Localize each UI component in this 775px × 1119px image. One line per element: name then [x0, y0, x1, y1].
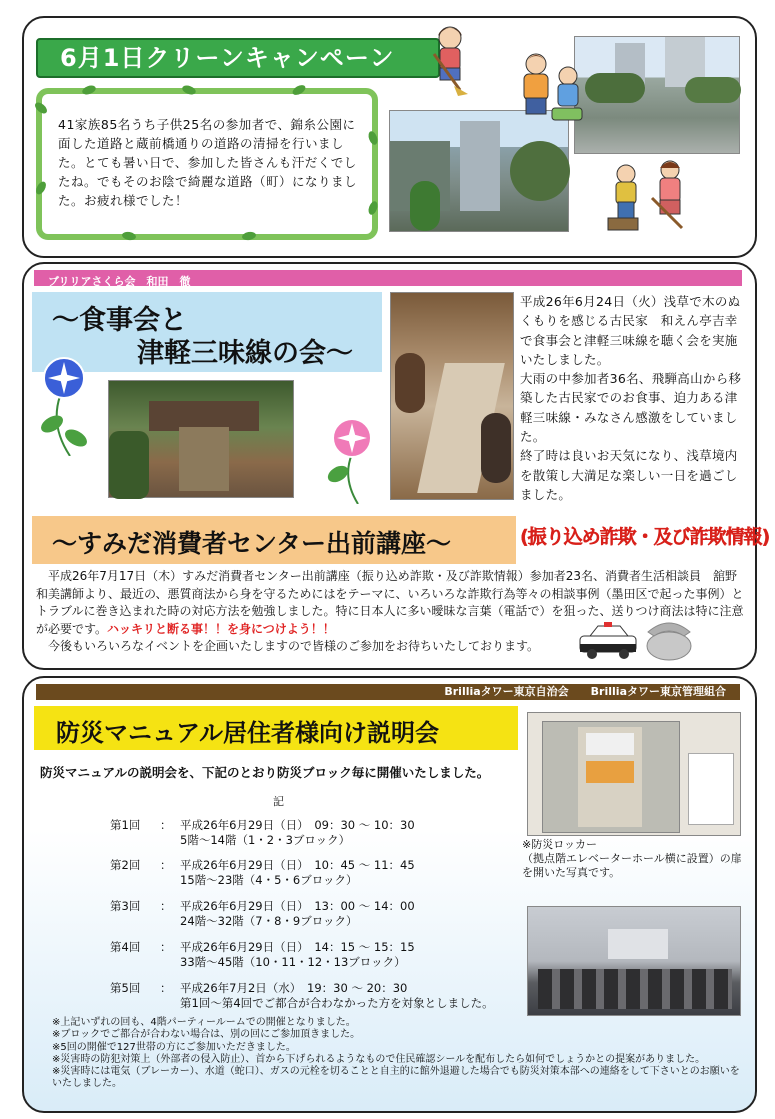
cleanup-street-photo: [389, 110, 569, 232]
ki-mark: 記: [273, 795, 284, 808]
restaurant-exterior-photo: [108, 380, 294, 498]
session-number: 第2回: [110, 858, 141, 872]
organization-bar: [36, 684, 740, 700]
session-floors: 24階～32階（7・8・9ブロック）: [180, 914, 358, 928]
session-1: [110, 818, 450, 850]
session-datetime: 平成26年7月2日（水） 19：30 ～ 20：30: [180, 981, 408, 995]
session-number: 第4回: [110, 940, 141, 954]
session-4: [110, 940, 450, 972]
bousai-notes: [52, 1017, 742, 1091]
locker-caption: ※防災ロッカー （拠点階エレベーターホール横に設置）の扉を開いた写真です。: [522, 838, 742, 879]
session-5: [110, 981, 510, 1013]
dinner-party-photo: [390, 292, 514, 500]
girl-sweeping-illustration: [424, 24, 474, 96]
sumida-emphasis: ハッキリと断る事！！を身につけよう！！: [107, 621, 335, 636]
sumida-closing: 今後もいろいろなイベントを企画いたしますので皆様のご参加をお待ちいたしております。: [48, 639, 540, 653]
session-datetime: 平成26年6月29日（日） 10：45 ～ 11：45: [180, 858, 415, 872]
session-2: [110, 858, 450, 890]
session-number: 第3回: [110, 899, 141, 913]
session-3: [110, 899, 450, 931]
session-floors: 33階～45階（10・11・12・13ブロック）: [180, 955, 406, 969]
session-floors: 5階～14階（1・2・3ブロック）: [180, 833, 351, 847]
session-datetime: 平成26年6月29日（日） 14：15 ～ 15：15: [180, 940, 415, 954]
sumida-body: 平成26年7月17日（木）すみだ消費者センター出前講座（振り込め詐欺・及び詐欺情報）参加者23名、消費者生活相談員 舘野和美講師より、最近の、悪質商法から身を守るためにはをテーマに、いろいろな詐欺行為等々の相談事例（墨田区で起った事例）とトラブルに巻き込まれた時の対応方法を勉強しました。特に日本人に多い曖昧な言葉（電話で）を狙った、送りつけ商法は特に注意が必要です。: [36, 569, 744, 636]
dinner-title-line2: 津軽三味線の会～: [137, 338, 353, 369]
dinner-body: 平成26年6月24日（火）浅草で木のぬくもりを感じる古民家 和えん亭吉幸で食事会と津軽三味線を聴く会を実施いたしました。 大雨の中参加者36名、飛騨高山から移築した古民家でのお食事、迫力ある津軽三味線・みなさん感激をしていました。 終了時は良いお天気になり、浅草境内を散策し大満足な楽しい一日を過ごしました。: [520, 294, 742, 502]
session-colon: ：: [160, 940, 172, 954]
note-item: ※災害時には電気（ブレーカー）、水道（蛇口）、ガスの元栓を切ることと自主的に館外退避した場合でも防災対策本部への連絡をして下さいとのお願いをいたしました。: [52, 1066, 740, 1090]
bousai-lead: 防災マニュアルの説明会を、下記のとおり防災ブロック毎に開催いたしました。: [40, 765, 490, 780]
session-datetime: 平成26年6月29日（日） 09：30 ～ 10：30: [180, 818, 415, 832]
note-item: ※5回の開催で127世帯の方にご参加いただきました。: [52, 1041, 296, 1053]
cleanup-title: 6月1日クリーンキャンペーン: [60, 44, 395, 72]
kids-cleaning-illustration: [606, 158, 696, 234]
session-colon: ：: [160, 981, 172, 995]
sumida-subtitle: (振り込め詐欺・及び詐欺情報): [520, 526, 770, 548]
organization-names: Brilliaタワー東京自治会 Brilliaタワー東京管理組合: [444, 685, 726, 698]
family-cleaning-illustration: [512, 50, 592, 126]
session-colon: ：: [160, 899, 172, 913]
morning-glory-pink-illustration: [318, 414, 384, 504]
author-name: ブリリアさくら会 和田 徹: [48, 275, 191, 288]
cleanup-body: 41家族85名うち子供25名の参加者で、錦糸公園に面した道路と蔵前橋通りの道路の清掃を行いました。とても暑い日で、参加した皆さんも汗だくでしたね。でもそのお陰で綺麗な道路（町）になりました。お疲れ様でした！: [58, 117, 358, 208]
note-item: ※災害時の防犯対策上（外部者の侵入防止）、首から下げられるようなもので住民確認シールを配布したら如何でしょうかとの提案がありました。: [52, 1053, 706, 1065]
session-floors: 15階～23階（4・5・6ブロック）: [180, 873, 358, 887]
telephone-illustration: [644, 612, 694, 662]
morning-glory-blue-illustration: [30, 356, 100, 456]
dinner-title-line1: ～食事会と: [52, 305, 187, 336]
session-colon: ：: [160, 858, 172, 872]
cleanup-title-banner: [36, 38, 440, 78]
author-bar: [34, 270, 742, 286]
disaster-locker-photo: [527, 712, 741, 836]
bousai-title-banner: [34, 706, 518, 750]
session-number: 第1回: [110, 818, 141, 832]
session-datetime: 平成26年6月29日（日） 13：00 ～ 14：00: [180, 899, 415, 913]
cleanup-road-photo: [574, 36, 740, 154]
bousai-title: 防災マニュアル居住者様向け説明会: [56, 719, 440, 747]
note-item: ※ブロックでご都合が合わない場合は、別の回にご参加頂きました。: [52, 1029, 361, 1041]
sumida-title: ～すみだ消費者センター出前講座～: [52, 529, 452, 558]
session-floors: 第1回～第4回でご都合が合わなかった方を対象としました。: [180, 996, 494, 1010]
note-item: ※上記いずれの回も、4階パーティールームでの開催となりました。: [52, 1017, 356, 1028]
briefing-session-photo: [527, 906, 741, 1016]
sumida-title-banner: [32, 516, 516, 564]
police-car-illustration: [576, 622, 640, 662]
session-number: 第5回: [110, 981, 141, 995]
session-colon: ：: [160, 818, 172, 832]
